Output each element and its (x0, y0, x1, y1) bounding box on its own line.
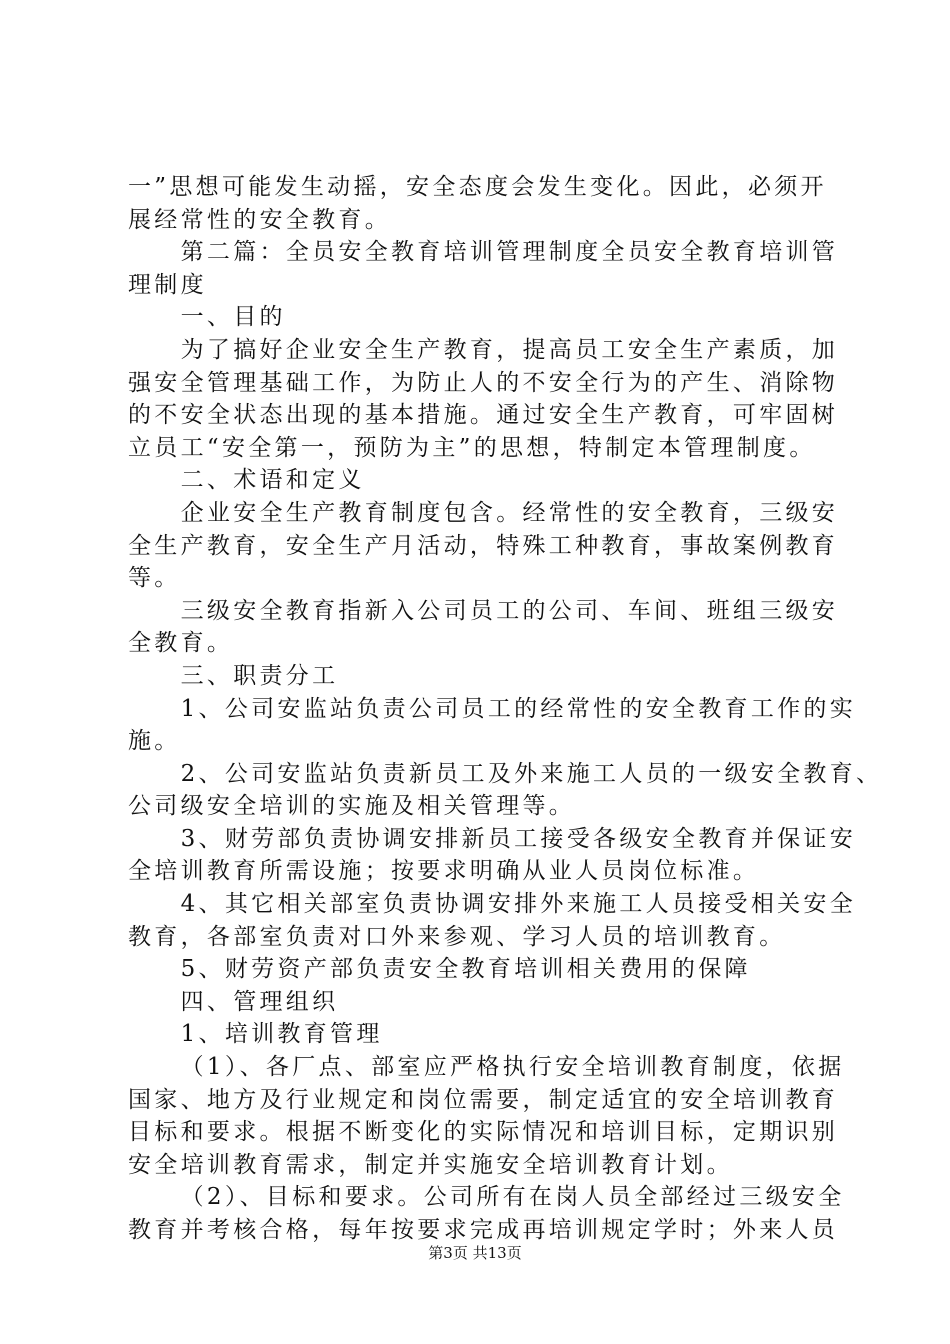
text-line: 教育并考核合格，每年按要求完成再培训规定学时；外来人员 (128, 1217, 839, 1243)
text-line: 三、职责分工 (180, 662, 339, 689)
text-line: 1、公司安监站负责公司员工的经常性的安全教育工作的实 (180, 695, 857, 722)
text-line: 一、目的 (180, 304, 286, 331)
text-line: 全生产教育，安全生产月活动，特殊工种教育，事故案例教育 (128, 532, 839, 559)
page-footer (0, 1242, 950, 1263)
text-line: 教育，各部室负责对口外来参观、学习人员的培训教育。 (128, 923, 786, 950)
page-number: 第3页 共13页 (428, 1244, 522, 1262)
text-line: 展经常性的安全教育。 (128, 206, 391, 233)
text-line: 三级安全教育指新入公司员工的公司、车间、班组三级安 (180, 597, 839, 624)
text-line: 施。 (128, 728, 181, 755)
text-line: 企业安全生产教育制度包含。经常性的安全教育，三级安 (180, 499, 839, 526)
text-line: （2）、目标和要求。公司所有在岗人员全部经过三级安全 (180, 1184, 845, 1211)
document-body (128, 171, 883, 1247)
text-line: （1）、各厂点、部室应严格执行安全培训教育制度，依据 (180, 1054, 845, 1081)
text-line: 等。 (128, 565, 181, 592)
text-line: 理制度 (128, 271, 207, 298)
text-line: 4、其它相关部室负责协调安排外来施工人员接受相关安全 (180, 891, 857, 918)
text-line: 安全培训教育需求，制定并实施安全培训教育计划。 (128, 1151, 733, 1178)
text-line: 强安全管理基础工作，为防止人的不安全行为的产生、消除物 (128, 369, 839, 396)
text-line: 全培训教育所需设施；按要求明确从业人员岗位标准。 (128, 858, 760, 885)
text-line: 公司级安全培训的实施及相关管理等。 (128, 793, 576, 820)
text-line: 1、培训教育管理 (180, 1021, 383, 1048)
text-line: 的不安全状态出现的基本措施。通过安全生产教育，可牢固树 (128, 402, 839, 429)
text-line: 全教育。 (128, 630, 234, 657)
text-line: 5、财劳资产部负责安全教育培训相关费用的保障 (180, 956, 751, 983)
text-line: 为了搞好企业安全生产教育，提高员工安全生产素质，加 (180, 336, 839, 363)
text-line: 国家、地方及行业规定和岗位需要，制定适宜的安全培训教育 (128, 1086, 839, 1113)
text-line: 3、财劳部负责协调安排新员工接受各级安全教育并保证安 (180, 825, 857, 852)
text-line: 2、公司安监站负责新员工及外来施工人员的一级安全教育、 (180, 760, 883, 787)
text-line: 第二篇：全员安全教育培训管理制度全员安全教育培训管 (180, 239, 839, 266)
text-line: 目标和要求。根据不断变化的实际情况和培训目标，定期识别 (128, 1119, 839, 1146)
text-line: 一”思想可能发生动摇，安全态度会发生变化。因此，必须开 (128, 174, 827, 200)
text-line: 二、术语和定义 (180, 467, 365, 494)
text-line: 四、管理组织 (180, 988, 339, 1015)
text-line: 立员工“安全第一，预防为主”的思想，特制定本管理制度。 (128, 434, 816, 461)
